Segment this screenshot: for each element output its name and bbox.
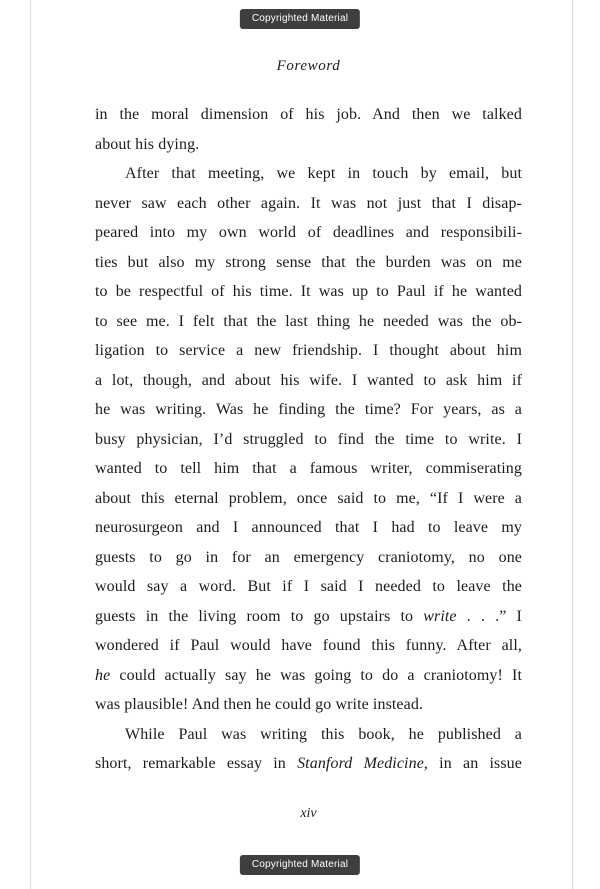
text-line: in the moral dimension of his job. And then we talked xyxy=(95,106,522,123)
text-line: short, remarkable essay in Stanford Medicine, in an issue xyxy=(95,755,522,772)
page-edge-left xyxy=(30,0,31,889)
text-line: a lot, though, and about his wife. I wanted to ask him if xyxy=(95,371,522,389)
text-line: he could actually say he was going to do a craniotomy! It xyxy=(95,666,522,684)
body-text xyxy=(95,100,522,779)
page-number: xiv xyxy=(300,806,317,821)
text-line: would say a word. But if I said I needed to leave the xyxy=(95,578,522,595)
text-line: peared into my own world of deadlines and responsibili- xyxy=(95,224,522,241)
text-line: never saw each other again. It was not just that I disap- xyxy=(95,194,522,212)
text-line: guests to go in for an emergency craniotomy, no one xyxy=(95,548,522,566)
text-line: ligation to service a new friendship. I thought about him xyxy=(95,342,522,359)
text-line: wondered if Paul would have found this funny. After all, xyxy=(95,637,522,654)
text-line: ties but also my strong sense that the burden was on me xyxy=(95,253,522,271)
text-line: to be respectful of his time. It was up to Paul if he wanted xyxy=(95,283,522,300)
text-line: After that meeting, we kept in touch by email, but xyxy=(125,165,522,182)
page-edge-right xyxy=(572,0,573,889)
copyright-badge-bottom: Copyrighted Material xyxy=(240,855,360,875)
text-line: guests in the living room to go upstairs to write . . .” I xyxy=(95,607,522,625)
text-line: busy physician, I’d struggled to find the time to write. I xyxy=(95,430,522,448)
text-line: neurosurgeon and I announced that I had to leave my xyxy=(95,519,522,536)
copyright-badge-top: Copyrighted Material xyxy=(240,9,360,29)
foreword-heading: Foreword xyxy=(276,58,341,74)
text-line: to see me. I felt that the last thing he needed was the ob- xyxy=(95,312,522,330)
text-line: about this eternal problem, once said to me, “If I were a xyxy=(95,489,522,507)
text-line: While Paul was writing this book, he published a xyxy=(125,725,522,743)
text-line: wanted to tell him that a famous writer, commiserating xyxy=(95,460,522,477)
text-line: was plausible! And then he could go write instead. xyxy=(95,696,424,713)
text-line: he was writing. Was he finding the time? For years, as a xyxy=(95,401,522,418)
text-line: about his dying. xyxy=(95,135,200,153)
